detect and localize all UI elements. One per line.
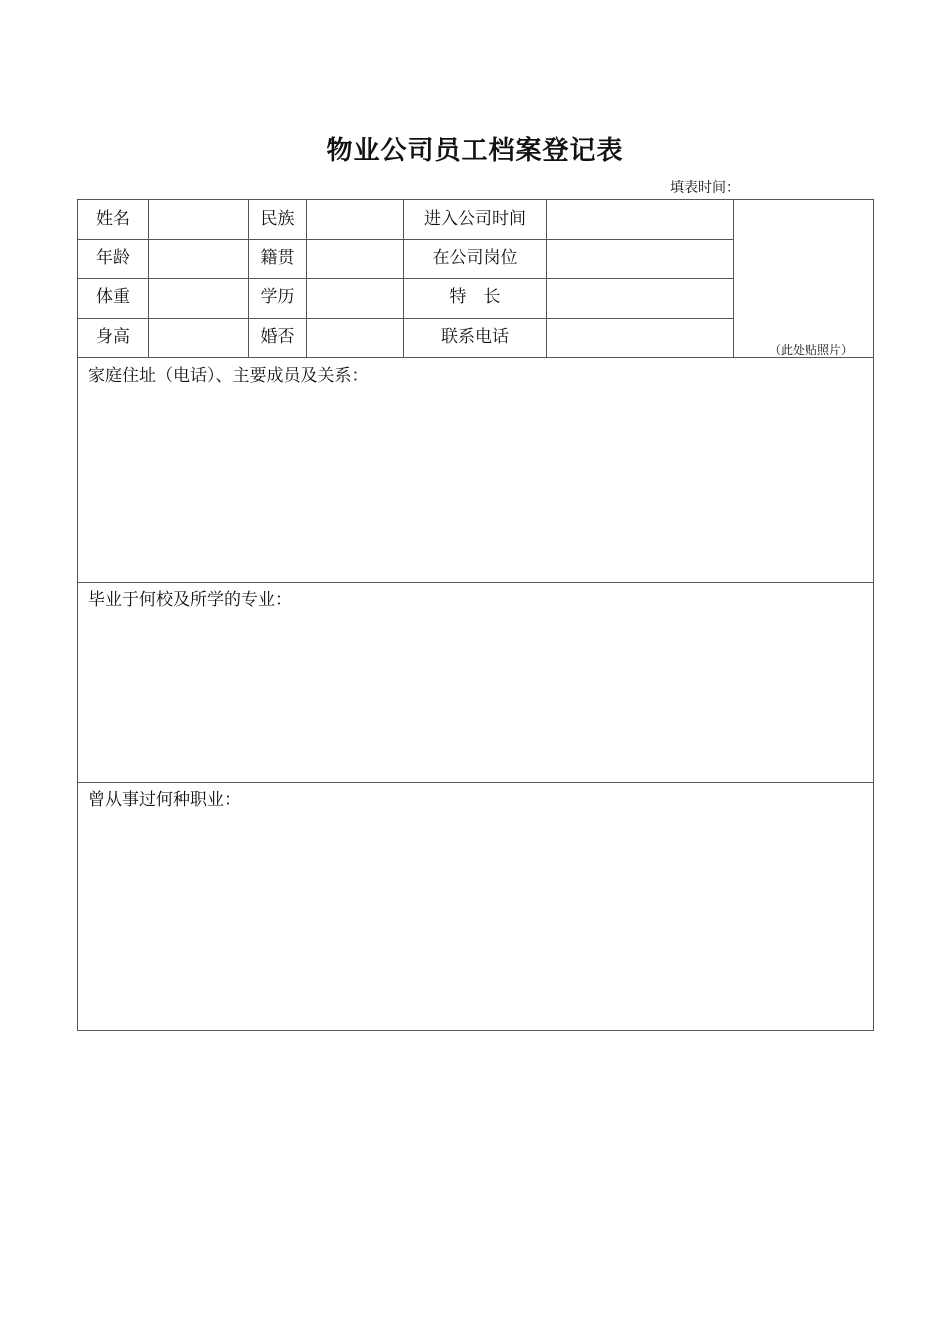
label-join-date: 进入公司时间: [424, 209, 526, 229]
label-specialty: 特 长: [449, 287, 501, 307]
specialty-field[interactable]: [547, 278, 733, 317]
label-native-place: 籍贯: [260, 248, 295, 268]
label-age: 年龄: [96, 248, 130, 268]
height-field[interactable]: [149, 318, 248, 357]
photo-note: （此处贴照片）: [768, 343, 853, 357]
label-education: 学历: [260, 287, 295, 307]
family-section-field[interactable]: [78, 358, 873, 582]
name-field[interactable]: [149, 200, 248, 239]
label-marital-status: 婚否: [260, 327, 295, 347]
education-field[interactable]: [307, 278, 403, 317]
education-section-label: 毕业于何校及所学的专业：: [88, 590, 292, 610]
join-date-field[interactable]: [547, 200, 733, 239]
marital-status-field[interactable]: [307, 318, 403, 357]
photo-area[interactable]: [734, 200, 873, 357]
ethnicity-field[interactable]: [307, 200, 403, 239]
form-title: 物业公司员工档案登记表: [326, 136, 624, 166]
education-section-field[interactable]: [78, 583, 873, 782]
label-weight: 体重: [96, 287, 130, 307]
label-height: 身高: [96, 327, 130, 347]
label-ethnicity: 民族: [260, 209, 295, 229]
career-section-label: 曾从事过何种职业：: [88, 790, 241, 810]
fill-date-label: 填表时间：: [670, 180, 740, 196]
weight-field[interactable]: [149, 278, 248, 317]
label-phone: 联系电话: [441, 327, 509, 347]
native-place-field[interactable]: [307, 239, 403, 278]
label-name: 姓名: [96, 209, 130, 229]
career-section-field[interactable]: [78, 783, 873, 1030]
registration-form: [77, 199, 874, 1031]
phone-field[interactable]: [547, 318, 733, 357]
label-position: 在公司岗位: [432, 248, 518, 268]
family-section-label: 家庭住址（电话）、主要成员及关系：: [88, 366, 369, 386]
position-field[interactable]: [547, 239, 733, 278]
age-field[interactable]: [149, 239, 248, 278]
